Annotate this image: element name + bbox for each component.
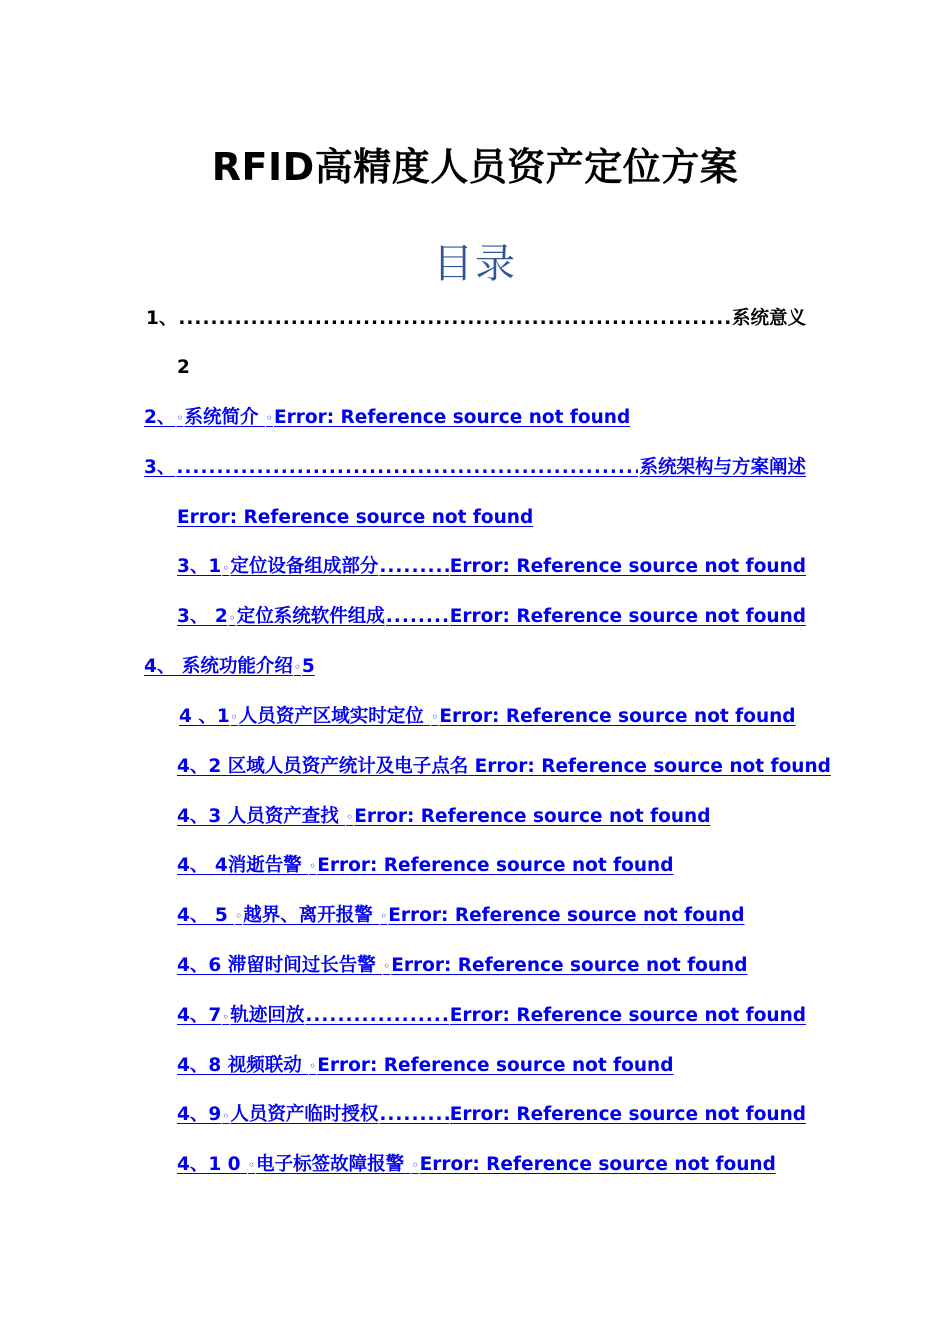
toc-entry-ref: Error: Reference source not found [439,706,796,727]
toc-entry-label: 视频联动 [227,1055,302,1076]
toc-entry-3-2[interactable] [177,604,806,630]
toc-entry-number: 4、9 [177,1104,222,1125]
toc-entry-number: 4、 5 [177,905,235,926]
toc-entry-label: 系统意义 [731,308,806,329]
toc-entry-number: 4、7 [177,1005,222,1026]
toc-entry-number: 4、3 [177,806,228,827]
toc-entry-number: 4、1 0 [177,1154,247,1175]
toc-entry-number: 3、 2 [177,606,228,627]
tab-mark-icon: ◦ [309,859,317,873]
toc-entry-ref: Error: Reference source not found [317,855,674,876]
toc-entry-label: 人员资产查找 [227,806,339,827]
toc-entry-number: 4、6 [177,955,228,976]
toc-entry-label: 系统简介 [184,407,259,428]
toc-entry-number: 2、 [144,407,176,428]
toc-entry-label: 越界、离开报警 [243,905,373,926]
toc-entry-ref: Error: Reference source not found [449,556,806,577]
toc-heading: 目录 [433,241,517,287]
toc-leader-dots [305,1003,448,1029]
toc-entry-3-ref[interactable]: Error: Reference source not found [177,507,534,528]
tab-mark-icon: ◦ [431,710,439,724]
toc-entry-ref: Error: Reference source not found [474,756,831,777]
tab-mark-icon: ◦ [309,1059,317,1073]
toc-leader-dots [178,306,731,332]
toc-entry-ref: Error: Reference source not found [354,806,711,827]
toc-leader-dots [379,1102,448,1128]
toc-entry-1-page: 2 [177,357,190,378]
toc-entry-label: 轨迹回放 [230,1005,305,1026]
toc-entry-label: 定位系统软件组成 [236,606,385,627]
toc-entry-ref: Error: Reference source not found [274,407,631,428]
tab-mark-icon: ◦ [248,1158,256,1172]
toc-leader-dots [379,554,448,580]
document-title: RFID高精度人员资产定位方案 [211,145,739,189]
toc-entry-label: 定位设备组成部分 [230,556,379,577]
toc-entry-3[interactable] [144,455,806,481]
toc-entry-4-1[interactable] [179,704,796,730]
toc-entry-4-5[interactable] [177,903,744,929]
toc-entry-4-4[interactable] [177,853,673,879]
toc-entry-number: 4、 4 [177,855,228,876]
tab-mark-icon: ◦ [411,1158,419,1172]
tab-mark-icon: ◦ [265,411,273,425]
toc-entry-ref: Error: Reference source not found [388,905,745,926]
toc-entry-label: 系统架构与方案阐述 [639,457,806,478]
tab-mark-icon: ◦ [235,909,243,923]
tab-mark-icon: ◦ [230,710,238,724]
toc-entry-number: 4、2 [177,756,228,777]
tab-mark-icon: ◦ [222,1010,230,1024]
toc-entry-label: 人员资产区域实时定位 [238,706,424,727]
toc-entry-number: 3、 [144,457,176,478]
toc-entry-label: 电子标签故障报警 [256,1154,405,1175]
toc-entry-number: 4、8 [177,1055,228,1076]
tab-mark-icon: ◦ [222,1109,230,1123]
toc-entry-label: 系统功能介绍 [181,656,293,677]
toc-entry-ref: Error: Reference source not found [391,955,748,976]
toc-entry-3-1[interactable] [177,554,806,580]
toc-entry-label: 区域人员资产统计及电子点名 [227,756,469,777]
toc-entry-label: 人员资产临时授权 [230,1104,379,1125]
toc-entry-4-9[interactable] [177,1102,806,1128]
toc-entry-ref: Error: Reference source not found [419,1154,776,1175]
tab-mark-icon: ◦ [293,660,301,674]
toc-entry-ref: Error: Reference source not found [317,1055,674,1076]
toc-entry-4-6[interactable] [177,953,747,979]
toc-entry-number: 1、 [146,308,178,329]
toc-entry-number: 4、 [144,656,182,677]
toc-entry-label: 滞留时间过长告警 [227,955,376,976]
toc-entry-ref: Error: Reference source not found [449,606,806,627]
toc-entry-number: 4 、1 [179,706,230,727]
tab-mark-icon: ◦ [346,810,354,824]
toc-entry-ref: Error: Reference source not found [449,1005,806,1026]
toc-entry-number: 3、1 [177,556,222,577]
tab-mark-icon: ◦ [380,909,388,923]
toc-entry-label: 消逝告警 [227,855,302,876]
toc-entry-1[interactable] [146,306,806,332]
toc-entry-4-8[interactable] [177,1053,673,1079]
tab-mark-icon: ◦ [176,411,184,425]
toc-leader-dots [176,455,638,481]
toc-entry-2[interactable] [144,405,630,431]
toc-entry-4-7[interactable] [177,1003,806,1029]
toc-entry-4[interactable] [144,654,315,680]
toc-entry-4-3[interactable] [177,804,710,830]
tab-mark-icon: ◦ [222,561,230,575]
toc-entry-4-2[interactable] [177,754,831,780]
tab-mark-icon: ◦ [383,959,391,973]
tab-mark-icon: ◦ [228,611,236,625]
toc-entry-page: 5 [301,656,315,677]
toc-entry-4-10[interactable] [177,1152,776,1178]
toc-entry-ref: Error: Reference source not found [449,1104,806,1125]
toc-leader-dots [386,604,449,630]
